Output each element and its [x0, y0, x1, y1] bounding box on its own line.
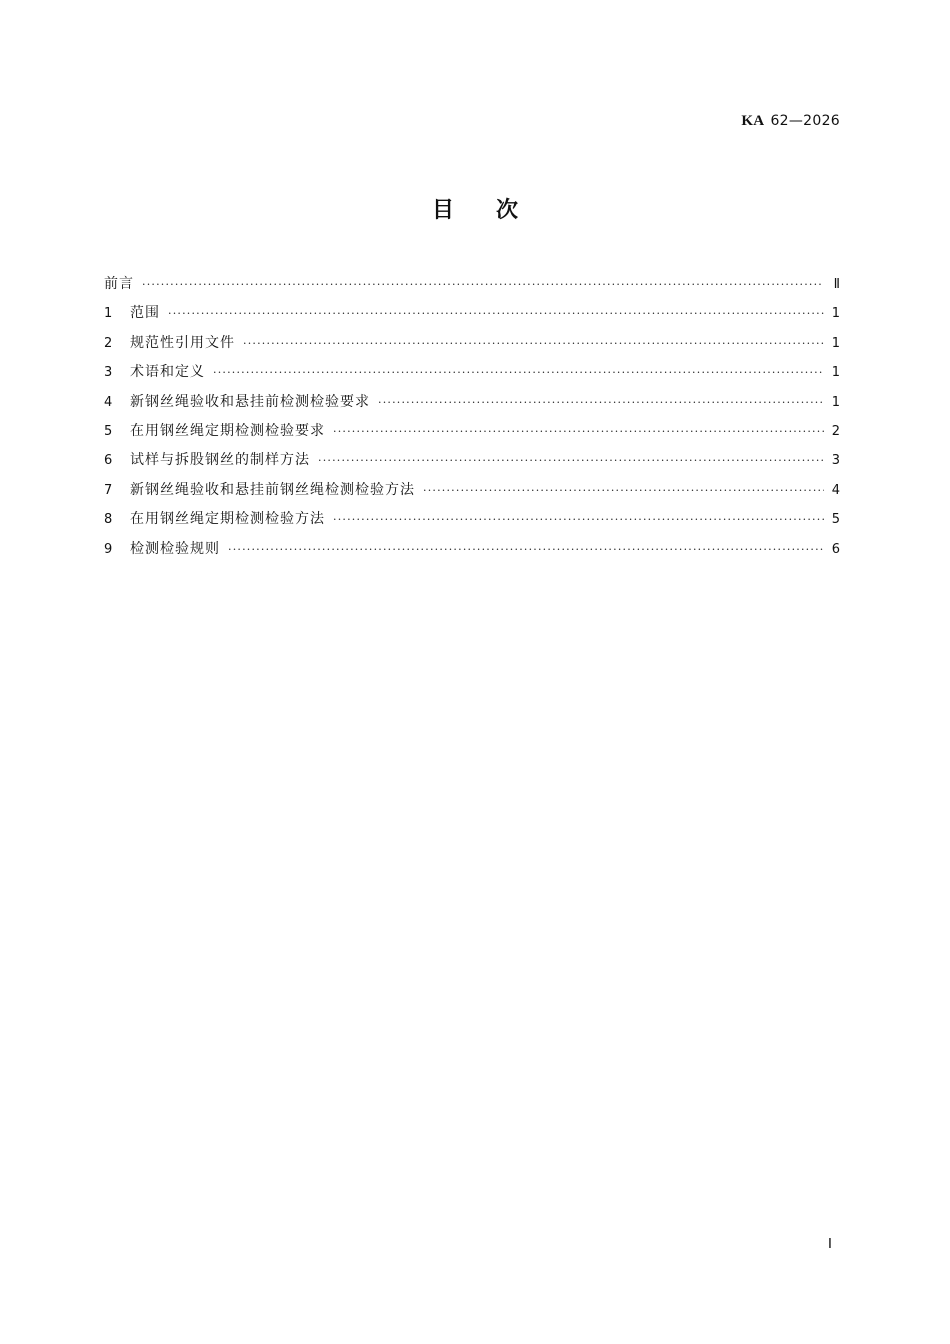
toc-dot-leader [423, 476, 824, 505]
toc-entry-page: 1 [831, 394, 840, 410]
toc-entry-number: 4 [104, 394, 113, 410]
toc-entry-page: 1 [831, 335, 840, 351]
toc-dot-leader [243, 329, 824, 358]
toc-entry-number: 5 [104, 423, 113, 439]
toc-entry-page: 1 [831, 365, 840, 381]
toc-entry-number: 2 [104, 335, 113, 351]
toc-entry-page: 5 [831, 512, 840, 528]
toc-entry-page: 2 [831, 423, 840, 439]
toc-entry-9[interactable] [104, 535, 840, 564]
standard-prefix: KA [741, 113, 765, 129]
toc-entry-page: 4 [831, 482, 840, 498]
toc-entry-label: 在用钢丝绳定期检测检验方法 [130, 511, 325, 528]
toc-entry-2[interactable] [104, 329, 840, 358]
toc-entry-label: 前言 [104, 276, 134, 292]
toc-entry-label: 新钢丝绳验收和悬挂前检测检验要求 [130, 393, 370, 410]
toc-entry-5[interactable] [104, 417, 840, 446]
toc-entry-number: 8 [104, 512, 113, 528]
toc-entry-8[interactable] [104, 505, 840, 534]
toc-entry-label: 规范性引用文件 [130, 334, 235, 351]
toc-entry-page: 1 [831, 306, 840, 322]
page-title: 目次 [431, 198, 560, 223]
toc-dot-leader [213, 358, 824, 387]
toc-dot-leader [378, 388, 824, 417]
toc-entry-page: 3 [831, 453, 840, 469]
toc-entry-number: 1 [104, 306, 113, 322]
toc-entry-7[interactable] [104, 476, 840, 505]
toc-entry-1[interactable] [104, 299, 840, 328]
toc-dot-leader [168, 299, 824, 328]
toc-entry-label: 在用钢丝绳定期检测检验要求 [130, 422, 325, 439]
toc-entry-label: 术语和定义 [130, 364, 205, 381]
toc-dot-leader [318, 446, 824, 475]
toc-dot-leader [333, 417, 824, 446]
toc-entry-page: Ⅱ [833, 277, 840, 292]
toc-entry-4[interactable] [104, 388, 840, 417]
toc-entry-number: 6 [104, 453, 113, 469]
toc-dot-leader [228, 535, 824, 564]
toc-entry-number: 3 [104, 365, 113, 381]
toc-dot-leader [333, 505, 824, 534]
toc-entry-6[interactable] [104, 446, 840, 475]
toc-entry-number: 7 [104, 482, 113, 498]
page-number: Ⅰ [827, 1237, 832, 1252]
toc-entry-3[interactable] [104, 358, 840, 387]
standard-code [741, 113, 840, 130]
toc-entry-foreword[interactable] [104, 270, 840, 299]
toc-entry-label: 检测检验规则 [130, 540, 220, 557]
toc-entry-number: 9 [104, 541, 113, 557]
toc-entry-label: 范围 [130, 305, 160, 322]
toc-dot-leader [142, 270, 824, 299]
table-of-contents [104, 270, 840, 564]
toc-entry-label: 试样与拆股钢丝的制样方法 [130, 452, 310, 469]
toc-entry-label: 新钢丝绳验收和悬挂前钢丝绳检测检验方法 [130, 481, 415, 498]
standard-number: 62—2026 [770, 113, 840, 129]
toc-entry-page: 6 [831, 541, 840, 557]
